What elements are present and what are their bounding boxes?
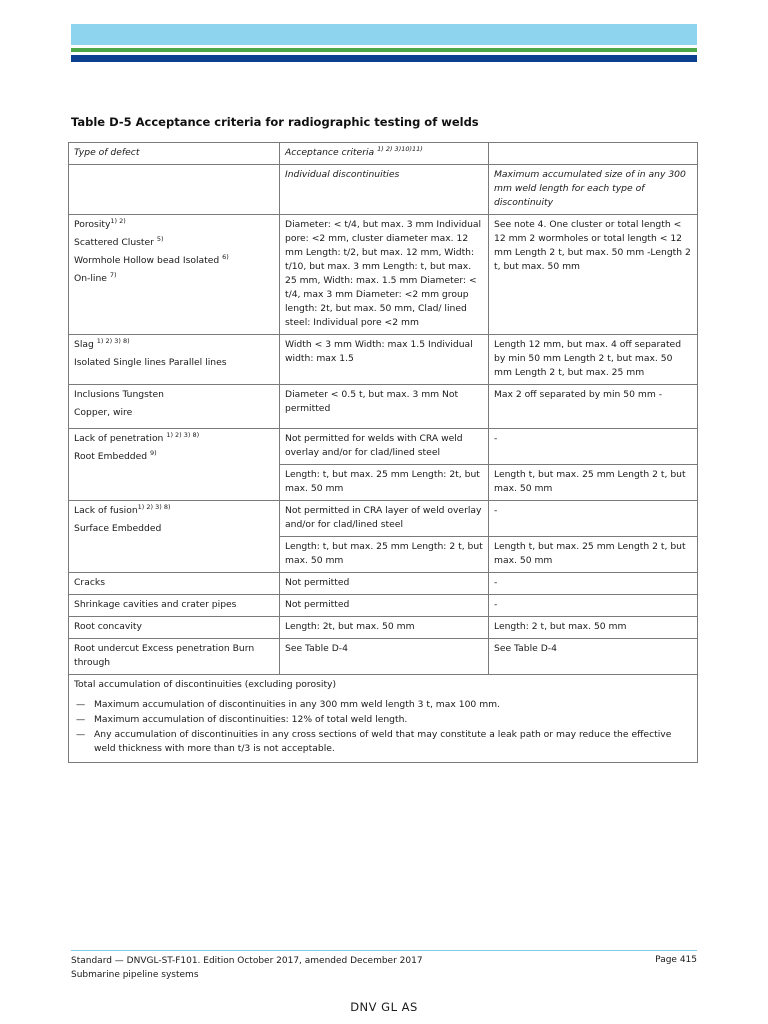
individual-criteria-cell: Length: t, but max. 25 mm Length: 2 t, but max. 50 mm (280, 537, 489, 573)
table-title: Table D-5 Acceptance criteria for radiographic testing of welds (71, 115, 479, 129)
individual-criteria-cell: Diameter < 0.5 t, but max. 3 mm Not permitted (280, 385, 489, 429)
header-empty-cell (489, 143, 698, 165)
individual-criteria-cell: Diameter: < t/4, but max. 3 mm Individual pore: <2 mm, cluster diameter max. 12 mm Length: t/2, but max. 12 mm, Width: t/10, but max. 3 mm Length: t, but max. 25 mm, Width: max. 1.5 mm Diameter: < t/4, max 3 mm Diameter: <2 mm group length: 2t, but max. 50 mm, Clad/ lined steel: Individual pore <2 mm (280, 215, 489, 335)
individual-criteria-cell: Not permitted (280, 573, 489, 595)
footer-rule (71, 950, 697, 951)
accumulated-criteria-cell: - (489, 573, 698, 595)
header-type-of-defect: Type of defect (69, 143, 280, 165)
defect-label: Surface Embedded (74, 523, 162, 534)
table-row-shrinkage (69, 595, 698, 617)
accumulated-criteria-cell: See note 4. One cluster or total length < 12 mm 2 wormholes or total length < 12 mm Length 2 t, but max. 50 mm -Length 2 t, but max. 50 mm (489, 215, 698, 335)
defect-label: Inclusions Tungsten (74, 389, 165, 400)
subheader-empty-cell (69, 165, 280, 215)
header-band-light-blue (71, 24, 697, 45)
accumulated-criteria-cell: Length 12 mm, but max. 4 off separated by min 50 mm Length 2 t, but max. 50 mm Length 2 t, but max. 25 mm (489, 335, 698, 385)
dash-bullet: — (76, 714, 86, 725)
defect-label: Lack of fusion$^{1) 2) 3) 8)}$ (74, 503, 171, 516)
defect-label: Lack of penetration $^{1) 2) 3) 8)}$ (74, 431, 200, 444)
dash-bullet: — (76, 699, 86, 710)
table-row-cracks (69, 573, 698, 595)
table-row-root-concavity (69, 617, 698, 639)
subheader-individual-discontinuities: Individual discontinuities (280, 165, 489, 215)
defect-label: Isolated Single lines Parallel lines (74, 357, 227, 368)
individual-criteria-cell: See Table D-4 (280, 639, 489, 675)
defect-label: Porosity$^{1) 2)}$ (74, 217, 126, 230)
header-band-green (71, 48, 697, 52)
table-row-lack-of-penetration (69, 429, 698, 465)
dash-bullet: — (76, 729, 86, 740)
acceptance-criteria-table (68, 142, 698, 763)
defect-cell-cracks: Cracks (69, 573, 280, 595)
individual-criteria-cell: Length: 2t, but max. 50 mm (280, 617, 489, 639)
accumulated-criteria-cell: Max 2 off separated by min 50 mm - (489, 385, 698, 429)
defect-label: Wormhole Hollow bead Isolated $^{6)}$ (74, 253, 229, 266)
header-band-navy (71, 55, 697, 62)
footer-subtitle: Submarine pipeline systems (71, 969, 199, 980)
total-accumulation-heading: Total accumulation of discontinuities (excluding porosity) (74, 679, 337, 690)
accumulated-criteria-cell: - (489, 501, 698, 537)
table-row-lack-of-fusion (69, 501, 698, 537)
list-item: — Any accumulation of discontinuities in any cross sections of weld that may constitute a leak path or may reduce the effective weld thickness with more than t/3 is not acceptable. (76, 729, 672, 754)
footer-standard-info (71, 955, 423, 982)
individual-criteria-cell: Not permitted in CRA layer of weld overlay and/or for clad/lined steel (280, 501, 489, 537)
header-footnote-refs: 1) 2) 3)10)11) (377, 145, 423, 153)
individual-criteria-cell: Not permitted (280, 595, 489, 617)
defect-cell-inclusions (69, 385, 280, 429)
accumulated-criteria-cell: Length t, but max. 25 mm Length 2 t, but max. 50 mm (489, 537, 698, 573)
table-subheader-row (69, 165, 698, 215)
defect-label: Scattered Cluster $^{5)}$ (74, 235, 164, 248)
defect-cell-shrinkage: Shrinkage cavities and crater pipes (69, 595, 280, 617)
company-name: DNV GL AS (350, 1000, 418, 1014)
table-row-root-undercut (69, 639, 698, 675)
footer-standard: Standard — DNVGL-ST-F101. Edition October 2017, amended December 2017 (71, 956, 423, 966)
table-row-total-accumulation (69, 675, 698, 763)
table-row-slag (69, 335, 698, 385)
defect-label: Root Embedded $^{9)}$ (74, 449, 157, 462)
accumulated-criteria-cell: See Table D-4 (489, 639, 698, 675)
defect-cell-root-undercut: Root undercut Excess penetration Burn through (69, 639, 280, 675)
defect-label: Copper, wire (74, 407, 133, 418)
total-accumulation-list (74, 698, 693, 756)
accumulated-criteria-cell: - (489, 429, 698, 465)
subheader-maximum-accumulated-size: Maximum accumulated size of in any 300 mm weld length for each type of discontinuity (489, 165, 698, 215)
accumulated-criteria-cell: - (489, 595, 698, 617)
individual-criteria-cell: Width < 3 mm Width: max 1.5 Individual width: max 1.5 (280, 335, 489, 385)
table-header-row (69, 143, 698, 165)
defect-cell-slag (69, 335, 280, 385)
list-item: — Maximum accumulation of discontinuities in any 300 mm weld length 3 t, max 100 mm. (76, 699, 501, 710)
defect-cell-root-concavity: Root concavity (69, 617, 280, 639)
defect-label: Slag $^{1) 2) 3) 8)}$ (74, 337, 130, 350)
defect-label: On-line $^{7)}$ (74, 271, 117, 284)
accumulated-criteria-cell: Length t, but max. 25 mm Length 2 t, but max. 50 mm (489, 465, 698, 501)
defect-cell-porosity (69, 215, 280, 335)
table-row-inclusions (69, 385, 698, 429)
table-row-porosity (69, 215, 698, 335)
defect-cell-lack-of-fusion (69, 501, 280, 573)
total-accumulation-cell (69, 675, 698, 763)
defect-cell-lack-of-penetration (69, 429, 280, 501)
page-number: Page 415 (655, 955, 697, 965)
list-item: — Maximum accumulation of discontinuities: 12% of total weld length. (76, 714, 408, 725)
header-acceptance-criteria: Acceptance criteria $^{1) 2) 3)10)11)}$ (280, 143, 489, 165)
individual-criteria-cell: Not permitted for welds with CRA weld overlay and/or for clad/lined steel (280, 429, 489, 465)
individual-criteria-cell: Length: t, but max. 25 mm Length: 2t, but max. 50 mm (280, 465, 489, 501)
accumulated-criteria-cell: Length: 2 t, but max. 50 mm (489, 617, 698, 639)
